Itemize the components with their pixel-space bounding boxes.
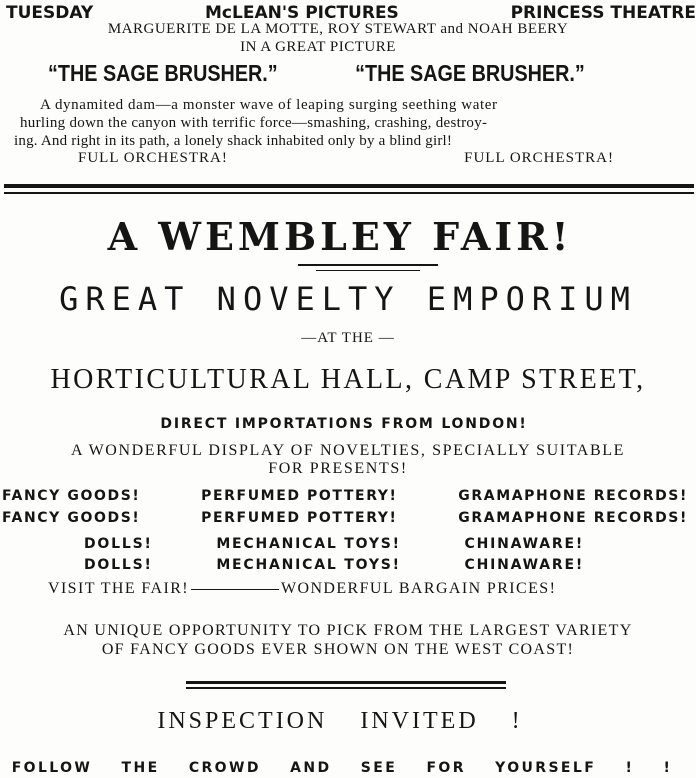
orchestra-right: FULL ORCHESTRA! <box>464 150 614 166</box>
decorative-rule-1 <box>186 681 506 684</box>
inspection-line: INSPECTION INVITED ! <box>157 708 523 734</box>
toys-item: DOLLS! <box>84 557 153 573</box>
venue-name: PRINCESS THEATRE <box>510 3 696 23</box>
description-line-2: hurling down the canyon with terrific force—smashing, crashing, destroy- <box>20 115 488 131</box>
toys-item: CHINAWARE! <box>464 557 584 573</box>
toys-row-2 <box>84 557 584 573</box>
decorative-rule-2 <box>186 687 506 689</box>
toys-item: CHINAWARE! <box>464 536 584 552</box>
goods-item: FANCY GOODS! <box>2 488 141 504</box>
day-label: TUESDAY <box>6 3 94 23</box>
top-banner-row <box>6 3 696 23</box>
location-line: HORTICULTURAL HALL, CAMP STREET, <box>50 364 646 395</box>
toys-item: MECHANICAL TOYS! <box>216 536 401 552</box>
visit-left-text: VISIT THE FAIR! <box>48 580 189 597</box>
imports-line: DIRECT IMPORTATIONS FROM LONDON! <box>160 416 528 432</box>
goods-row-2 <box>2 510 688 526</box>
follow-line: FOLLOW THE CROWD AND SEE FOR YOURSELF ! ! <box>11 760 673 776</box>
visit-dash <box>191 589 279 590</box>
separator-rule-thin <box>4 192 694 194</box>
headline-underline-1 <box>298 264 438 266</box>
toys-item: MECHANICAL TOYS! <box>216 557 401 573</box>
headline-underline-2 <box>316 270 420 271</box>
toys-row-1 <box>84 536 584 552</box>
display-line-1: A WONDERFUL DISPLAY OF NOVELTIES, SPECIALLY SUITABLE <box>71 442 625 459</box>
display-line-2: FOR PRESENTS! <box>268 460 408 477</box>
cast-subline: IN A GREAT PICTURE <box>240 39 396 55</box>
visit-right-text: WONDERFUL BARGAIN PRICES! <box>281 580 557 597</box>
goods-row-1 <box>2 488 688 504</box>
goods-item: PERFUMED POTTERY! <box>201 510 398 526</box>
goods-item: PERFUMED POTTERY! <box>201 488 398 504</box>
goods-item: GRAMAPHONE RECORDS! <box>458 510 688 526</box>
film-title-left: “THE SAGE BRUSHER.” <box>48 60 278 86</box>
orchestra-left: FULL ORCHESTRA! <box>78 150 228 166</box>
company-name: McLEAN'S PICTURES <box>205 3 399 23</box>
opportunity-line-1: AN UNIQUE OPPORTUNITY TO PICK FROM THE LARGEST VARIETY <box>63 622 633 639</box>
film-title-right: “THE SAGE BRUSHER.” <box>355 60 585 86</box>
at-the-label: —AT THE — <box>301 330 395 346</box>
fair-headline: A WEMBLEY FAIR! <box>107 214 573 259</box>
description-line-1: A dynamited dam—a monster wave of leaping surging seething water <box>40 97 498 113</box>
description-line-3: ing. And right in its path, a lonely shack inhabited only by a blind girl! <box>14 133 453 149</box>
cast-line: MARGUERITE DE LA MOTTE, ROY STEWART and NOAH BEERY <box>107 21 569 37</box>
opportunity-line-2: OF FANCY GOODS EVER SHOWN ON THE WEST COAST! <box>101 641 575 658</box>
goods-item: FANCY GOODS! <box>2 510 141 526</box>
goods-item: GRAMAPHONE RECORDS! <box>458 488 688 504</box>
visit-line <box>48 580 648 598</box>
emporium-title: GREAT NOVELTY EMPORIUM <box>59 280 637 318</box>
orchestra-row <box>78 150 614 167</box>
separator-rule-thick <box>4 184 694 188</box>
toys-item: DOLLS! <box>84 536 153 552</box>
film-title-row <box>48 60 585 87</box>
